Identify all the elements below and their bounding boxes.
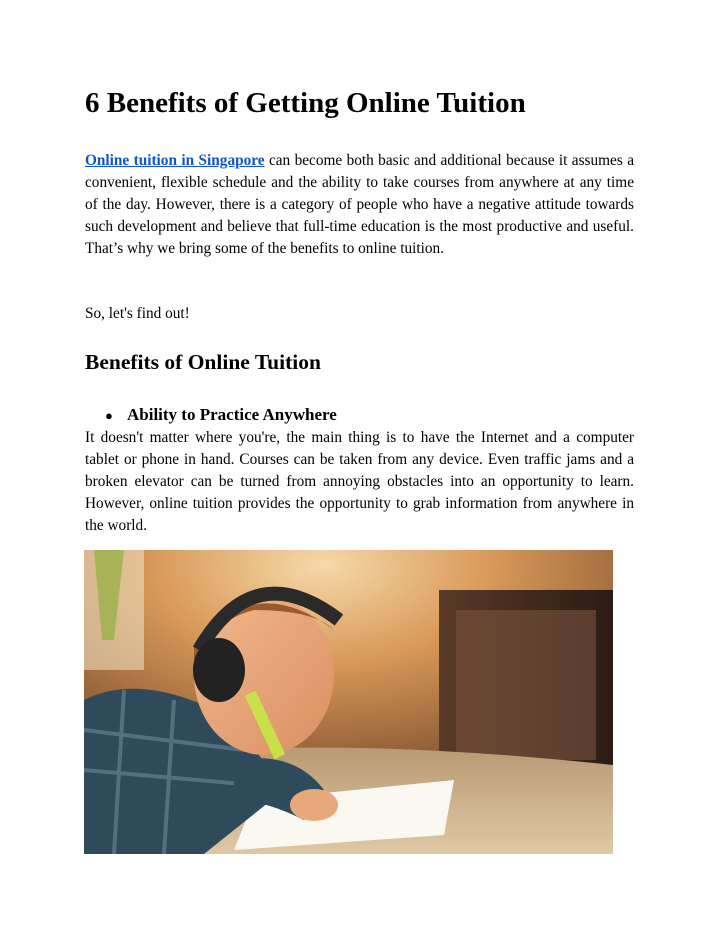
lets-find-out-text: So, let's find out! [85,305,190,322]
page-title: 6 Benefits of Getting Online Tuition [85,87,526,119]
bullet-item [105,403,337,428]
online-tuition-link[interactable]: Online tuition in Singapore [85,152,265,169]
bullet-icon: ● [105,408,113,423]
boy-studying-photo [84,550,613,854]
section-heading: Benefits of Online Tuition [85,350,321,374]
intro-paragraph [85,150,634,260]
section-body-text: It doesn't matter where you're, the main thing is to have the Internet and a computer tablet or phone in hand. Courses can be taken from any device. Even traffic jams and a broken elevator can be turned from annoying obstacles into an opportunity to learn. However, online tuition provides the opportunity to grab information from anywhere in the world. [85,429,634,534]
intro-text: can become both basic and additional because it assumes a convenient, flexible schedule and the ability to take courses from anywhere at any time of the day. However, there is a category of people who have a negative attitude towards such development and believe that full-time education is the most productive and useful. That’s why we bring some of the benefits to online tuition. [85,152,634,257]
bullet-title: Ability to Practice Anywhere [127,405,337,424]
